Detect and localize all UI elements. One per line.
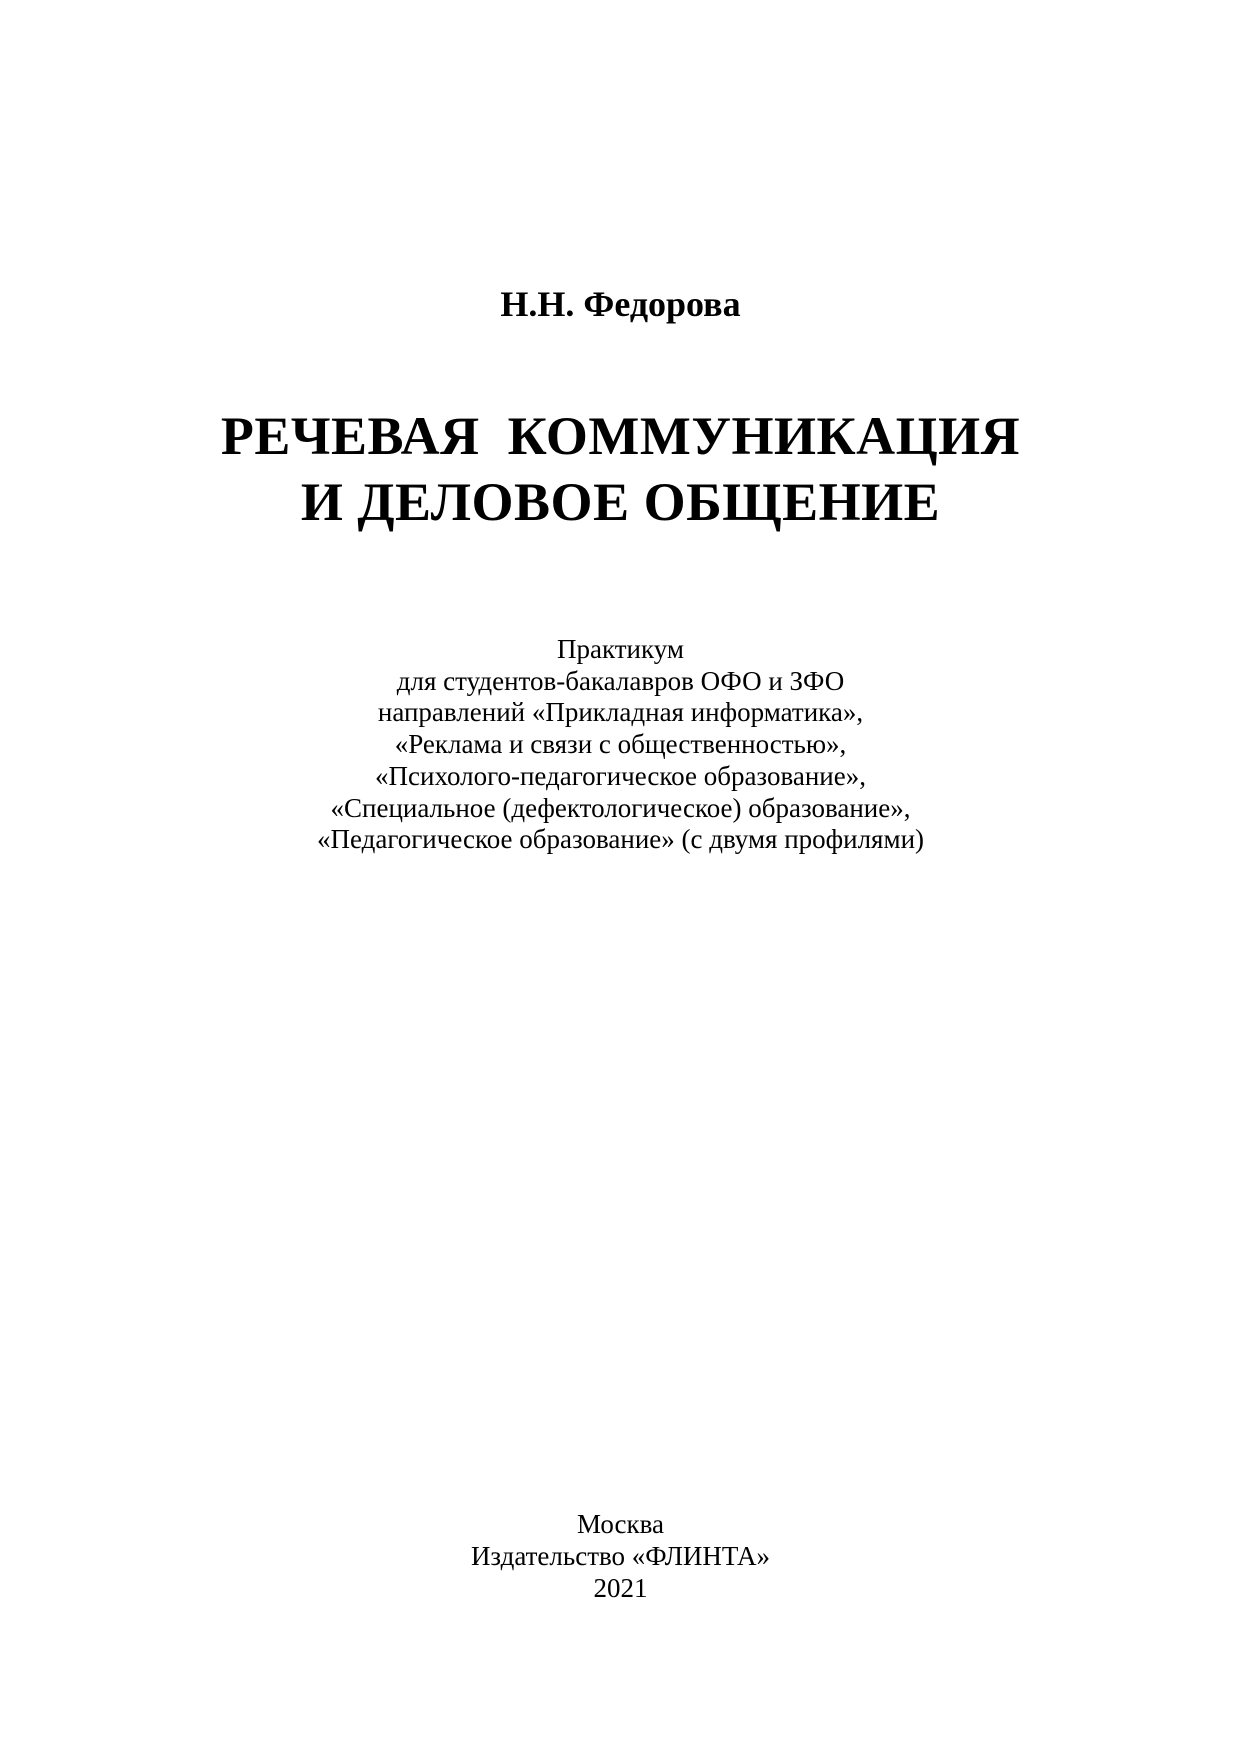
book-title-line-2: И ДЕЛОВОЕ ОБЩЕНИЕ (300, 472, 941, 532)
description-line-3: направлений «Прикладная информатика», (377, 697, 864, 728)
book-title-line-1: РЕЧЕВАЯ КОММУНИКАЦИЯ (220, 406, 1021, 466)
book-description (0, 634, 1241, 856)
description-line-7: «Педагогическое образование» (с двумя профилями) (316, 824, 925, 855)
description-line-1: Практикум (557, 634, 684, 664)
description-line-4: «Реклама и связи с общественностью», (394, 729, 847, 760)
publication-imprint (0, 1508, 1241, 1604)
description-line-2: для студентов-бакалавров ОФО и ЗФО (396, 665, 845, 696)
imprint-publisher: Издательство «ФЛИНТА» (470, 1541, 771, 1571)
book-title (0, 403, 1241, 535)
description-line-6: «Специальное (дефектологическое) образование», (330, 792, 911, 823)
imprint-year: 2021 (593, 1573, 648, 1603)
description-line-5: «Психолого-педагогическое образование», (375, 760, 866, 791)
imprint-city: Москва (577, 1509, 664, 1539)
author-name: Н.Н. Федорова (500, 284, 741, 324)
